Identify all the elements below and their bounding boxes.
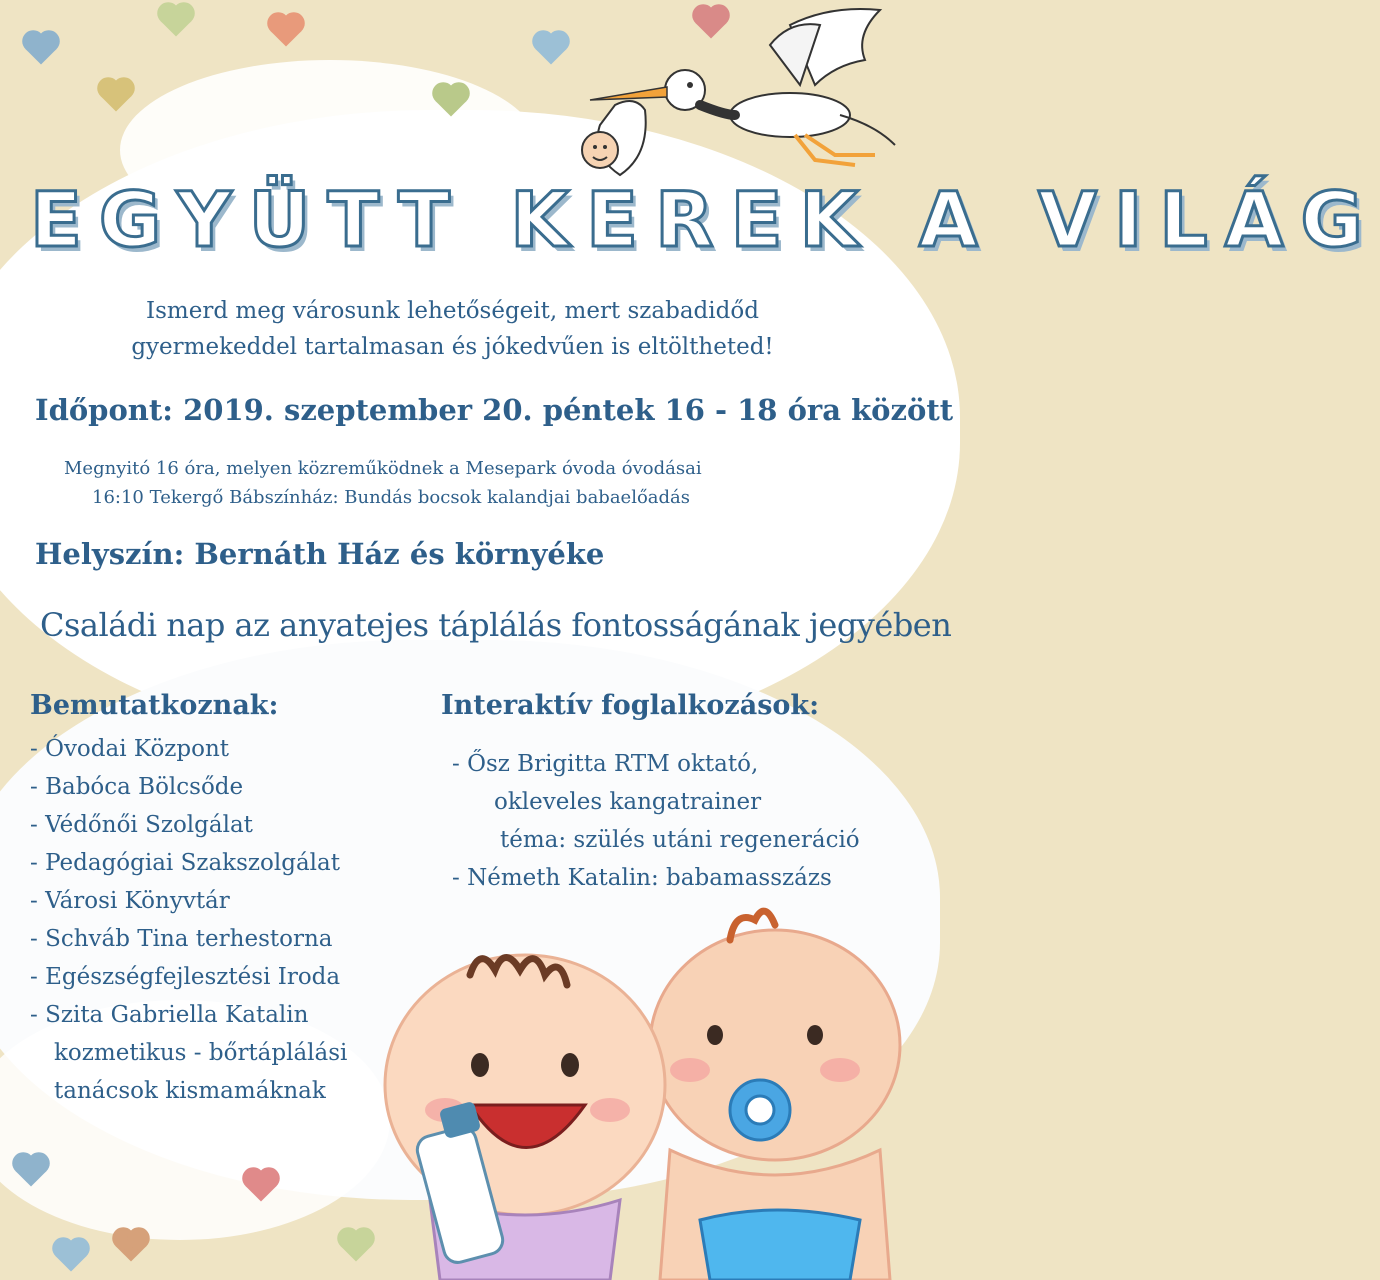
list-item: - Védőnői Szolgálat [30, 812, 253, 838]
heart-icon [340, 1230, 371, 1261]
babies-illustration [370, 900, 905, 1280]
workshops-list [452, 745, 860, 897]
workshops-heading: Interaktív foglalkozások: [441, 690, 820, 721]
heart-icon [535, 33, 566, 64]
list-item: - Szita Gabriella Katalin [30, 1002, 309, 1028]
list-item: téma: szülés utáni regeneráció [500, 827, 860, 853]
list-item: - Városi Könyvtár [30, 888, 230, 914]
list-item: - Egészségfejlesztési Iroda [30, 964, 341, 990]
list-item: okleveles kangatrainer [494, 789, 762, 815]
list-item: - Babóca Bölcsőde [30, 774, 244, 800]
heart-icon [55, 1240, 86, 1271]
tagline: Családi nap az anyatejes táplálás fontosságának jegyében [40, 606, 952, 644]
list-item: - Ősz Brigitta RTM oktató, [452, 751, 759, 777]
list-item: tanácsok kismamáknak [54, 1078, 326, 1104]
list-item: - Németh Katalin: babamasszázs [452, 865, 832, 891]
heart-icon [270, 15, 301, 46]
list-item: - Óvodai Központ [30, 736, 230, 762]
intro-line-1: Ismerd meg városunk lehetőségeit, mert szabadidőd [146, 298, 759, 324]
baby-with-pacifier-icon [650, 911, 900, 1280]
event-place: Helyszín: Bernáth Ház és környéke [35, 537, 605, 571]
event-time: Időpont: 2019. szeptember 20. péntek 16 - 18 óra között [35, 393, 954, 427]
presenters-list [30, 730, 347, 1110]
heart-icon [25, 33, 56, 64]
list-item: - Pedagógiai Szakszolgálat [30, 850, 340, 876]
list-item: - Schváb Tina terhestorna [30, 926, 333, 952]
program-line-2: 16:10 Tekergő Bábszínház: Bundás bocsok kalandjai babaelőadás [92, 487, 691, 508]
heart-icon [115, 1230, 146, 1261]
program-line-1: Megnyitó 16 óra, melyen közreműködnek a Mesepark óvoda óvodásai [64, 458, 702, 479]
heart-icon [160, 5, 191, 36]
heart-icon [100, 80, 131, 111]
list-item: kozmetikus - bőrtáplálási [54, 1040, 348, 1066]
intro-line-2: gyermekeddel tartalmasan és jókedvűen is eltöltheted! [131, 334, 774, 360]
presenters-heading: Bemutatkoznak: [30, 690, 279, 721]
poster-title: EGYÜTT KEREK A VILÁG [30, 175, 1380, 264]
baby-with-bottle-icon [385, 955, 665, 1280]
